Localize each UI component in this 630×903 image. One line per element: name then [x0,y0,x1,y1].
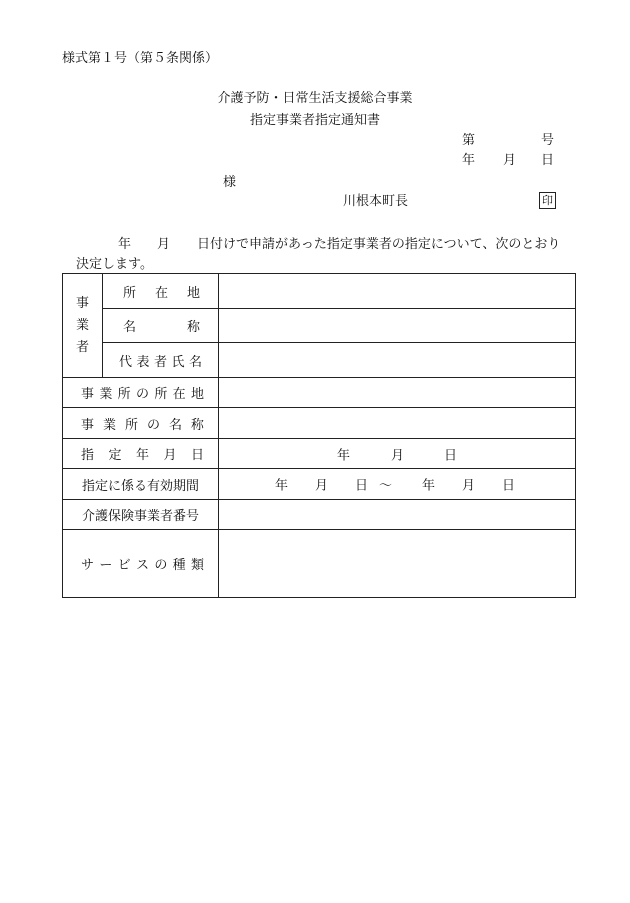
addressee-suffix: 様 [223,175,237,190]
table-row [63,309,576,343]
document-title-line1: 介護予防・日常生活支援総合事業 [217,91,413,106]
body-year: 年 [118,237,132,252]
table-row [63,530,576,598]
table-row [63,439,576,469]
office-name-value[interactable] [219,408,576,439]
representative-name-label: 代 表 者 氏 名 [103,343,219,378]
service-type-value[interactable] [219,530,576,598]
insurance-number-value[interactable] [219,500,576,530]
table-row [63,343,576,378]
period-year-start: 年 [275,478,289,494]
table-row [63,408,576,439]
document-number-suffix: 号 [541,133,555,148]
period-tilde: 〜 [379,478,393,494]
group-char: 業 [75,317,89,333]
body-month: 月 [157,237,171,252]
designation-date-label: 指 定 年 月 日 [63,439,219,469]
date-day: 日 [444,448,458,463]
table-row [63,469,576,500]
service-type-label: サ ー ビ ス の 種 類 [63,530,219,598]
designation-table [62,273,576,598]
document-date-month: 月 [503,153,517,168]
body-text-line2: 決定します。 [76,257,153,272]
form-number: 様式第１号（第５条関係） [62,51,219,66]
group-char: 者 [75,339,89,355]
seal-box: 印 [539,192,556,209]
date-year: 年 [337,448,351,463]
issuer-name: 川根本町長 [343,194,409,209]
period-month-start: 月 [315,478,329,494]
office-location-label: 事 業 所 の 所 在 地 [63,378,219,408]
office-location-value[interactable] [219,378,576,408]
operator-name-value[interactable] [219,309,576,343]
document-date-day: 日 [541,153,555,168]
period-day-start: 日 [355,478,369,494]
representative-name-value[interactable] [219,343,576,378]
table-row [63,274,576,309]
operator-address-label: 所 在 地 [103,274,219,309]
period-day-end: 日 [502,478,516,494]
insurance-number-label: 介護保険事業者番号 [63,500,219,530]
table-row [63,378,576,408]
group-char: 事 [75,295,89,311]
body-text-line1: 日付けで申請があった指定事業者の指定について、次のとおり [197,237,561,252]
office-name-label: 事 業 所 の 名 称 [63,408,219,439]
document-number-prefix: 第 [462,133,476,148]
operator-address-value[interactable] [219,274,576,309]
date-month: 月 [391,448,405,463]
designation-date-value[interactable] [219,439,576,469]
table-row [63,500,576,530]
operator-name-label: 名 称 [103,309,219,343]
operator-group-label [63,274,103,378]
period-month-end: 月 [462,478,476,494]
validity-period-label: 指定に係る有効期間 [63,469,219,500]
document-title-line2: 指定事業者指定通知書 [249,113,380,128]
validity-period-value[interactable] [219,469,576,500]
period-year-end: 年 [422,478,436,494]
document-date-year: 年 [462,153,476,168]
